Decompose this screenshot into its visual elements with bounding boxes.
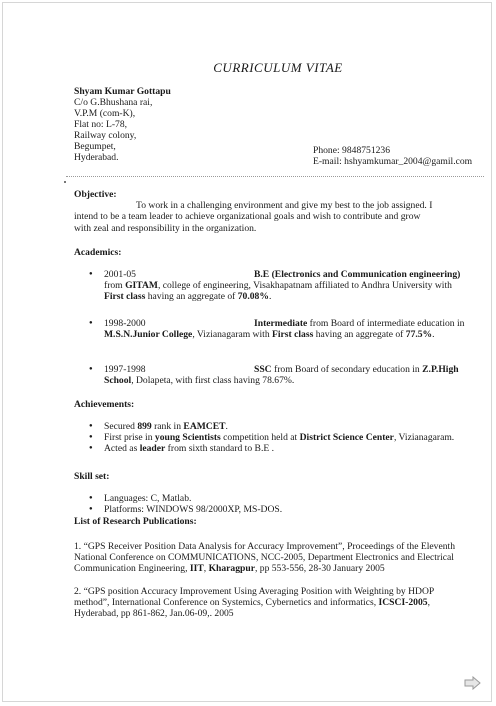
achievements-heading-text: Achievements: xyxy=(74,399,135,410)
publication-bold: ICSCI-2005 xyxy=(378,597,428,609)
achievement-text: from sixth standard to B.E . xyxy=(165,443,274,455)
publication-line: Hyderabad, pp 861-862, Jan.06-09,. 2005 xyxy=(74,608,234,620)
achievement-text: Acted as xyxy=(104,443,140,455)
achievement-item xyxy=(74,421,484,432)
academic-year: 2001-05 xyxy=(104,269,136,280)
academics-list xyxy=(74,269,484,303)
achievement-item xyxy=(74,432,484,443)
address-line: Hyderabad. xyxy=(74,152,119,163)
achievement-bold: young Scientists xyxy=(154,432,221,444)
publication-text: , xyxy=(427,597,430,609)
publication-bold: Kharagpur xyxy=(208,563,255,575)
publication-line: 2. “GPS position Accuracy Improvement Using Averaging Position with Weighting by HDOP xyxy=(74,586,435,597)
academic-text: . xyxy=(268,291,272,303)
academics-list xyxy=(74,364,484,386)
candidate-name: Shyam Kumar Gottapu xyxy=(74,86,171,97)
academic-percentage: 77.5% xyxy=(405,329,433,341)
achievement-rank: 899 xyxy=(137,421,152,432)
achievement-venue: District Science Center xyxy=(299,432,394,444)
arrow-right-icon[interactable] xyxy=(464,676,482,690)
address-line: Railway colony, xyxy=(74,130,137,141)
publication-text: method”, International Conference on Systemics, Cybernetics and informatics, xyxy=(74,597,379,609)
academic-text: having an aggregate of xyxy=(145,291,238,303)
achievement-text: Secured xyxy=(104,421,138,432)
publication-line: 1. “GPS Receiver Position Data Analysis for Accuracy Improvement”, Proceedings of the Eleventh xyxy=(74,541,455,552)
academic-text: from Board of secondary education in xyxy=(271,364,423,375)
achievement-text: . xyxy=(225,421,228,432)
publication-1 xyxy=(74,541,484,575)
academic-class: First class xyxy=(272,329,314,341)
objective-line: intend to be a team leader to achieve organizational goals and wish to contribute and grow xyxy=(74,211,421,223)
objective-section xyxy=(74,189,484,234)
academic-text: , Dolapeta, with first class having 78.67%. xyxy=(131,375,295,387)
academic-text: having an aggregate of xyxy=(313,329,406,341)
address-block xyxy=(74,86,171,163)
academic-institution: GITAM xyxy=(125,280,158,292)
academics-heading xyxy=(74,247,484,258)
skills-heading-text: Skill set: xyxy=(74,471,110,482)
academic-institution: Z.P.High xyxy=(422,364,459,375)
academic-item xyxy=(74,318,484,340)
academic-percentage: 70.08% xyxy=(237,291,269,303)
achievements-heading xyxy=(74,399,484,410)
email-address: E-mail: hshyamkumar_2004@gamil.com xyxy=(313,156,473,167)
academic-institution: School xyxy=(104,375,132,387)
publication-line xyxy=(74,563,484,574)
publication-text: , pp 553-556, 28-30 January 2005 xyxy=(254,563,385,575)
publication-line xyxy=(74,597,484,608)
academics-list xyxy=(74,318,484,340)
academic-text: . xyxy=(432,329,435,341)
academic-year: 1997-1998 xyxy=(104,364,146,375)
academics-heading-text: Academics: xyxy=(74,247,122,258)
skill-item: ● Languages: C, Matlab. xyxy=(74,493,484,504)
academic-text: from xyxy=(104,280,126,292)
achievement-exam: EAMCET xyxy=(183,421,226,432)
achievement-text: competition held at xyxy=(220,432,300,444)
skills-heading xyxy=(74,471,484,482)
address-line: C/o G.Bhushana rai, xyxy=(74,97,153,108)
address-line: Flat no: L-78, xyxy=(74,119,128,130)
phone-number: Phone: 9848751236 xyxy=(313,145,391,156)
academic-text: , Vizianagaram with xyxy=(192,329,273,341)
academic-degree: B.E (Electronics and Communication engineering) xyxy=(254,269,461,280)
achievement-item xyxy=(74,443,484,454)
address-line: V.P.M (com-K), xyxy=(74,108,136,119)
academic-year: 1998-2000 xyxy=(104,318,146,329)
achievement-text: , Vizianagaram. xyxy=(393,432,455,444)
academic-text: , college of engineering, Visakhapatnam affiliated to Andhra University with xyxy=(157,280,452,292)
skill-item: ● Platforms: WINDOWS 98/2000XP, MS-DOS. xyxy=(74,504,484,515)
academic-class: First class xyxy=(104,291,146,303)
document-title: CURRICULUM VITAE xyxy=(213,60,343,75)
objective-heading: Objective: xyxy=(74,189,117,200)
achievement-text: First prise in xyxy=(104,432,155,444)
publication-2 xyxy=(74,586,484,620)
academic-degree: Intermediate xyxy=(254,318,308,329)
section-divider xyxy=(66,176,484,177)
margin-mark xyxy=(64,181,66,183)
achievements-list xyxy=(74,421,484,455)
achievement-bold: leader xyxy=(139,443,166,455)
objective-line: with zeal and responsibility in the organization. xyxy=(74,222,257,234)
academic-text: from Board of intermediate education in xyxy=(307,318,465,329)
academic-institution: M.S.N.Junior College xyxy=(104,329,193,341)
research-heading xyxy=(74,516,484,527)
achievement-text: rank in xyxy=(151,421,184,432)
research-heading-text: List of Research Publications: xyxy=(74,516,197,527)
skills-list xyxy=(74,493,484,515)
objective-line: To work in a challenging environment and give my best to the job assigned. I xyxy=(136,200,433,212)
publication-text: Communication Engineering, xyxy=(74,563,190,575)
publication-bold: IIT xyxy=(189,563,204,575)
address-line: Begumpet, xyxy=(74,141,116,152)
contact-block xyxy=(313,145,472,167)
academic-degree: SSC xyxy=(254,364,272,375)
publication-text: , xyxy=(203,563,209,575)
academic-item xyxy=(74,364,484,386)
publication-line: National Conference on COMMUNICATIONS, NCC-2005, Department Electronics and Electrical xyxy=(74,552,454,564)
academic-item xyxy=(74,269,484,303)
